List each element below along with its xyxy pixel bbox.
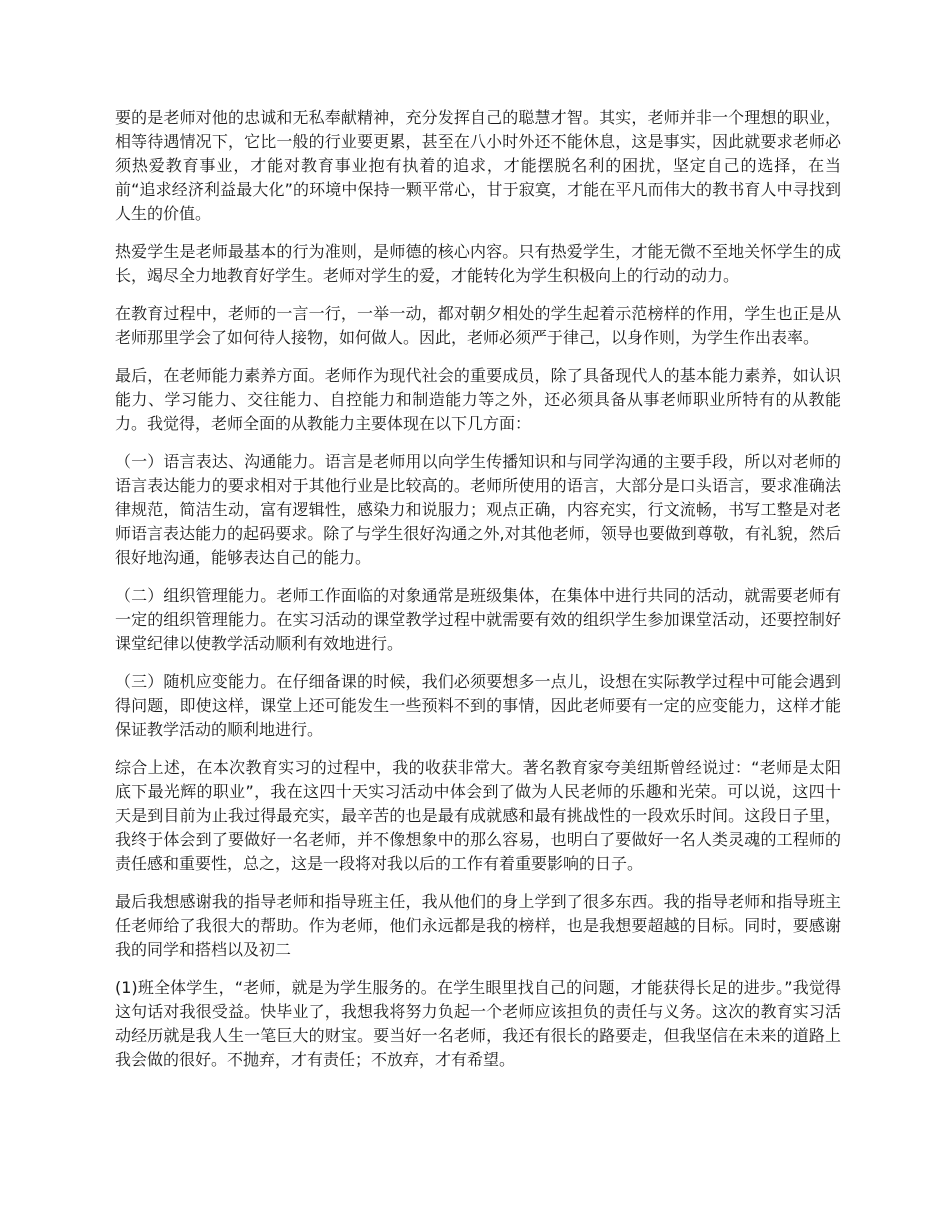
paragraph-2: 热爱学生是老师最基本的行为准则，是师德的核心内容。只有热爱学生，才能无微不至地关怀学生的成长，竭尽全力地教育好学生。老师对学生的爱，才能转化为学生积极向上的行动的动力。 xyxy=(115,242,841,285)
paragraph-5: （一）语言表达、沟通能力。语言是老师用以向学生传播知识和与同学沟通的主要手段，所以对老师的语言表达能力的要求相对于其他行业是比较高的。老师所使用的语言，大部分是口头语言，要求准确法律规范，简洁生动，富有逻辑性，感染力和说服力；观点正确，内容充实，行文流畅，书写工整是对老师语言表达能力的起码要求。除了与学生很好沟通之外,对其他老师，领导也要做到尊敬，有礼貌，然后很好地沟通，能够表达自己的能力。 xyxy=(115,452,841,567)
paragraph-3: 在教育过程中，老师的一言一行，一举一动，都对朝夕相处的学生起着示范榜样的作用，学生也正是从老师那里学会了如何待人接物，如何做人。因此，老师必须严于律己，以身作则，为学生作出表率。 xyxy=(115,304,841,347)
paragraph-8: 综合上述，在本次教育实习的过程中，我的收获非常大。著名教育家夸美纽斯曾经说过：“老师是太阳底下最光辉的职业”，我在这四十天实习活动中体会到了做为人民老师的乐趣和光荣。可以说，这四十天是到目前为止我过得最充实，最辛苦的也是最有成就感和最有挑战性的一段欢乐时间。这段日子里，我终于体会到了要做好一名老师，并不像想象中的那么容易，也明白了要做好一名人类灵魂的工程师的责任感和重要性，总之，这是一段将对我以后的工作有着重要影响的日子。 xyxy=(115,758,841,873)
document-body xyxy=(115,106,841,1086)
paragraph-9: 最后我想感谢我的指导老师和指导班主任，我从他们的身上学到了很多东西。我的指导老师和指导班主任老师给了我很大的帮助。作为老师，他们永远都是我的榜样，也是我想要超越的目标。同时，要感谢我的同学和搭档以及初二 xyxy=(115,892,841,959)
paragraph-6: （二）组织管理能力。老师工作面临的对象通常是班级集体，在集体中进行共同的活动，就需要老师有一定的组织管理能力。在实习活动的课堂教学过程中就需要有效的组织学生参加课堂活动，还要控制好课堂纪律以使教学活动顺利有效地进行。 xyxy=(115,586,841,653)
paragraph-1: 要的是老师对他的忠诚和无私奉献精神，充分发挥自己的聪慧才智。其实，老师并非一个理想的职业，相等待遇情况下，它比一般的行业要更累，甚至在八小时外还不能休息，这是事实，因此就要求老师必须热爱教育事业，才能对教育事业抱有执着的追求，才能摆脱名利的困扰，坚定自己的选择，在当前“追求经济利益最大化”的环境中保持一颗平常心，甘于寂寞，才能在平凡而伟大的教书育人中寻找到人生的价值。 xyxy=(115,108,841,223)
paragraph-7: （三）随机应变能力。在仔细备课的时候，我们必须要想多一点儿，设想在实际教学过程中可能会遇到得问题，即使这样，课堂上还可能发生一些预料不到的事情，因此老师要有一定的应变能力，这样才能保证教学活动的顺利地进行。 xyxy=(115,672,841,739)
paragraph-4: 最后，在老师能力素养方面。老师作为现代社会的重要成员，除了具备现代人的基本能力素养，如认识能力、学习能力、交往能力、自控能力和制造能力等之外，还必须具备从事老师职业所特有的从教能力。我觉得，老师全面的从教能力主要体现在以下几方面： xyxy=(115,366,841,433)
paragraph-10: (1)班全体学生，“老师，就是为学生服务的。在学生眼里找自己的问题，才能获得长足的进步。”我觉得这句话对我很受益。快毕业了，我想我将努力负起一个老师应该担负的责任与义务。这次的教育实习活动经历就是我人生一笔巨大的财宝。要当好一名老师，我还有很长的路要走，但我坚信在未来的道路上我会做的很好。不抛弃，才有责任；不放弃，才有希望。 xyxy=(115,978,841,1069)
